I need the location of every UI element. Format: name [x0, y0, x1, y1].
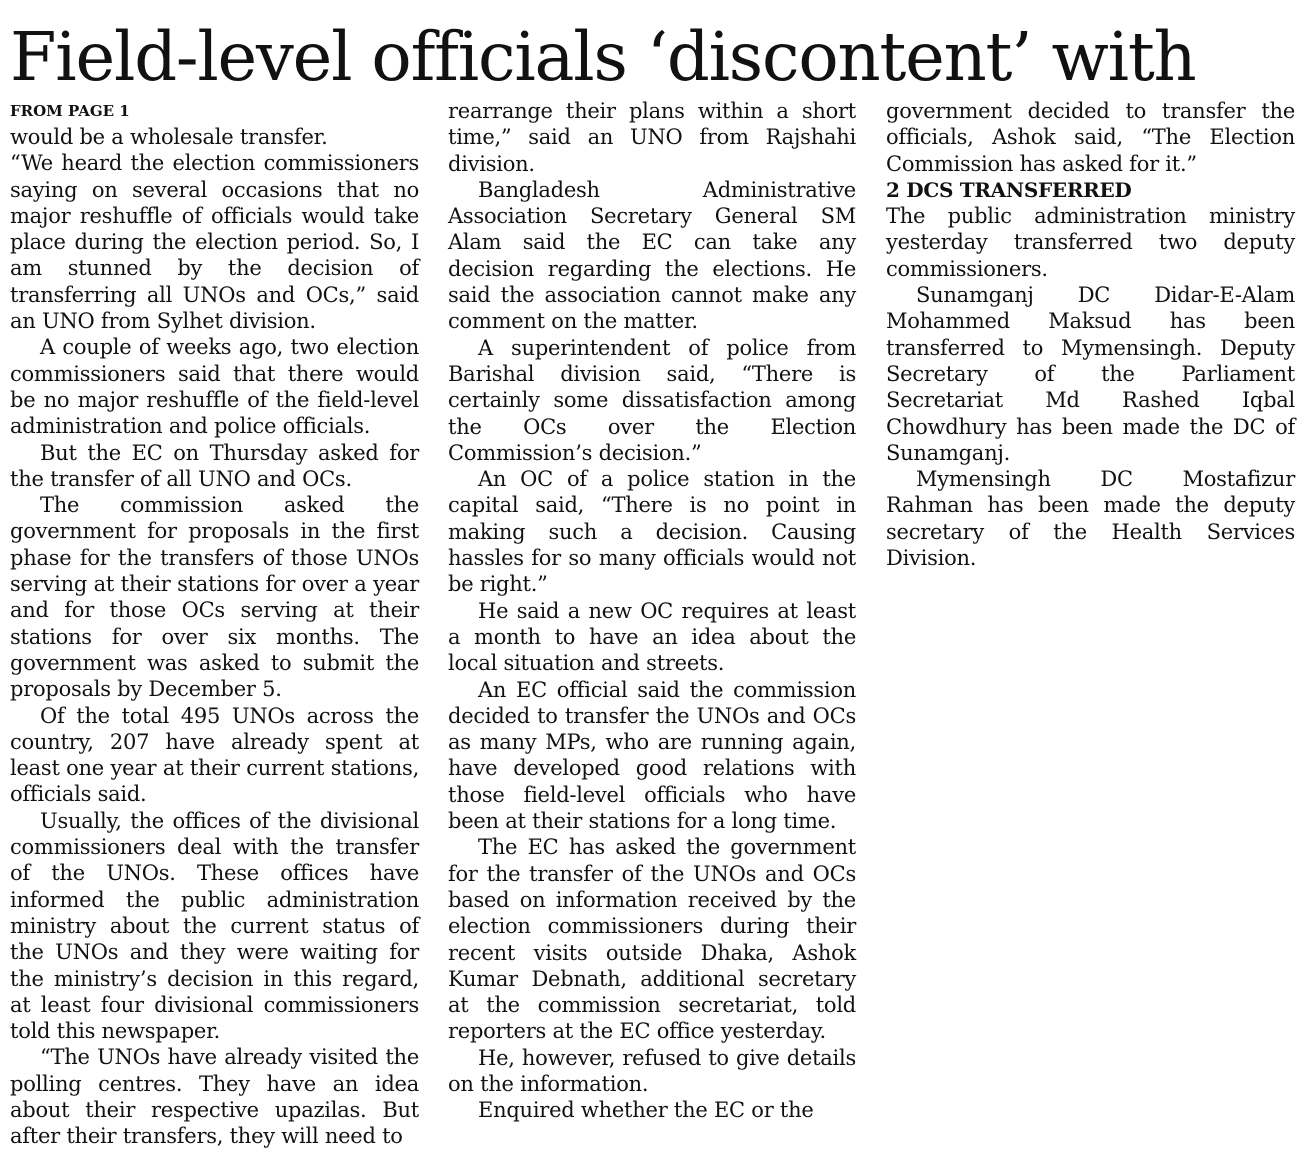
paragraph: Usually, the offices of the divisional commissioners deal with the transfer of the UNOs. These offices have informed the public administration ministry about the current status of the UNOs and they were waiting for the ministry’s decision in this regard, at least four divisional commissioners told this newspaper.: [10, 808, 419, 1044]
paragraph: Enquired whether the EC or the: [478, 1098, 814, 1123]
headline: Field-level officials ‘discontent’ with: [10, 18, 1196, 96]
paragraph: The public administration ministry yesterday transferred two deputy commissioners.: [886, 204, 1295, 281]
article-column-1: [10, 98, 419, 1150]
paragraph: Mymensingh DC Mostafizur Rahman has been made the deputy secretary of the Health Services Division.: [886, 467, 1295, 571]
paragraph: rearrange their plans within a short time,” said an UNO from Rajshahi division.: [448, 99, 856, 176]
paragraph: But the EC on Thursday asked for the transfer of all UNO and OCs.: [10, 440, 419, 491]
paragraph: “The UNOs have already visited the polling centres. They have an idea about their respective upazilas. But after their transfers, they will need to: [10, 1045, 419, 1149]
paragraph: An OC of a police station in the capital said, “There is no point in making such a decision. Causing hassles for so many officials would not be right.”: [448, 467, 856, 597]
subheading: 2 DCS TRANSFERRED: [886, 177, 1132, 202]
paragraph: A superintendent of police from Barishal division said, “There is certainly some dissatisfaction among the OCs over the Election Commission’s decision.”: [448, 335, 856, 465]
article-column-2: [448, 98, 856, 1124]
paragraph: He said a new OC requires at least a month to have an idea about the local situation and streets.: [448, 598, 856, 676]
paragraph: The commission asked the government for proposals in the first phase for the transfers of those UNOs serving at their stations for over a year and for those OCs serving at their stations for over six months. The government was asked to submit the proposals by December 5.: [10, 493, 419, 702]
paragraph: An EC official said the commission decided to transfer the UNOs and OCs as many MPs, who are running again, have developed good relations with those field-level officials who have been at their stations for a long time.: [448, 677, 856, 834]
paragraph: would be a wholesale transfer.: [10, 125, 328, 149]
paragraph: “We heard the election commissioners saying on several occasions that no major reshuffle of officials would take place during the election period. So, I am stunned by the decision of transferring all UNOs and OCs,” said an UNO from Sylhet division.: [10, 151, 419, 334]
paragraph: government decided to transfer the officials, Ashok said, “The Election Commission has asked for it.”: [886, 99, 1295, 176]
paragraph: Of the total 495 UNOs across the country, 207 have already spent at least one year at their current stations, officials said.: [10, 703, 419, 807]
paragraph: The EC has asked the government for the transfer of the UNOs and OCs based on information received by the election commissioners during their recent visits outside Dhaka, Ashok Kumar Debnath, additional secretary at the commission secretariat, told reporters at the EC office yesterday.: [448, 835, 856, 1044]
article-column-3: [886, 98, 1295, 571]
paragraph: Sunamganj DC Didar-E-Alam Mohammed Maksud has been transferred to Mymensingh. Deputy Secretary of the Parliament Secretariat Md Rashed Iqbal Chowdhury has been made the DC of Sunamganj.: [886, 283, 1295, 465]
paragraph: Bangladesh Administrative Association Secretary General SM Alam said the EC can take any decision regarding the elections. He said the association cannot make any comment on the matter.: [448, 177, 856, 334]
paragraph: He, however, refused to give details on the information.: [448, 1045, 856, 1096]
paragraph: A couple of weeks ago, two election commissioners said that there would be no major reshuffle of the field-level administration and police officials.: [10, 335, 419, 439]
kicker-from-page-1: FROM PAGE 1: [10, 102, 130, 120]
